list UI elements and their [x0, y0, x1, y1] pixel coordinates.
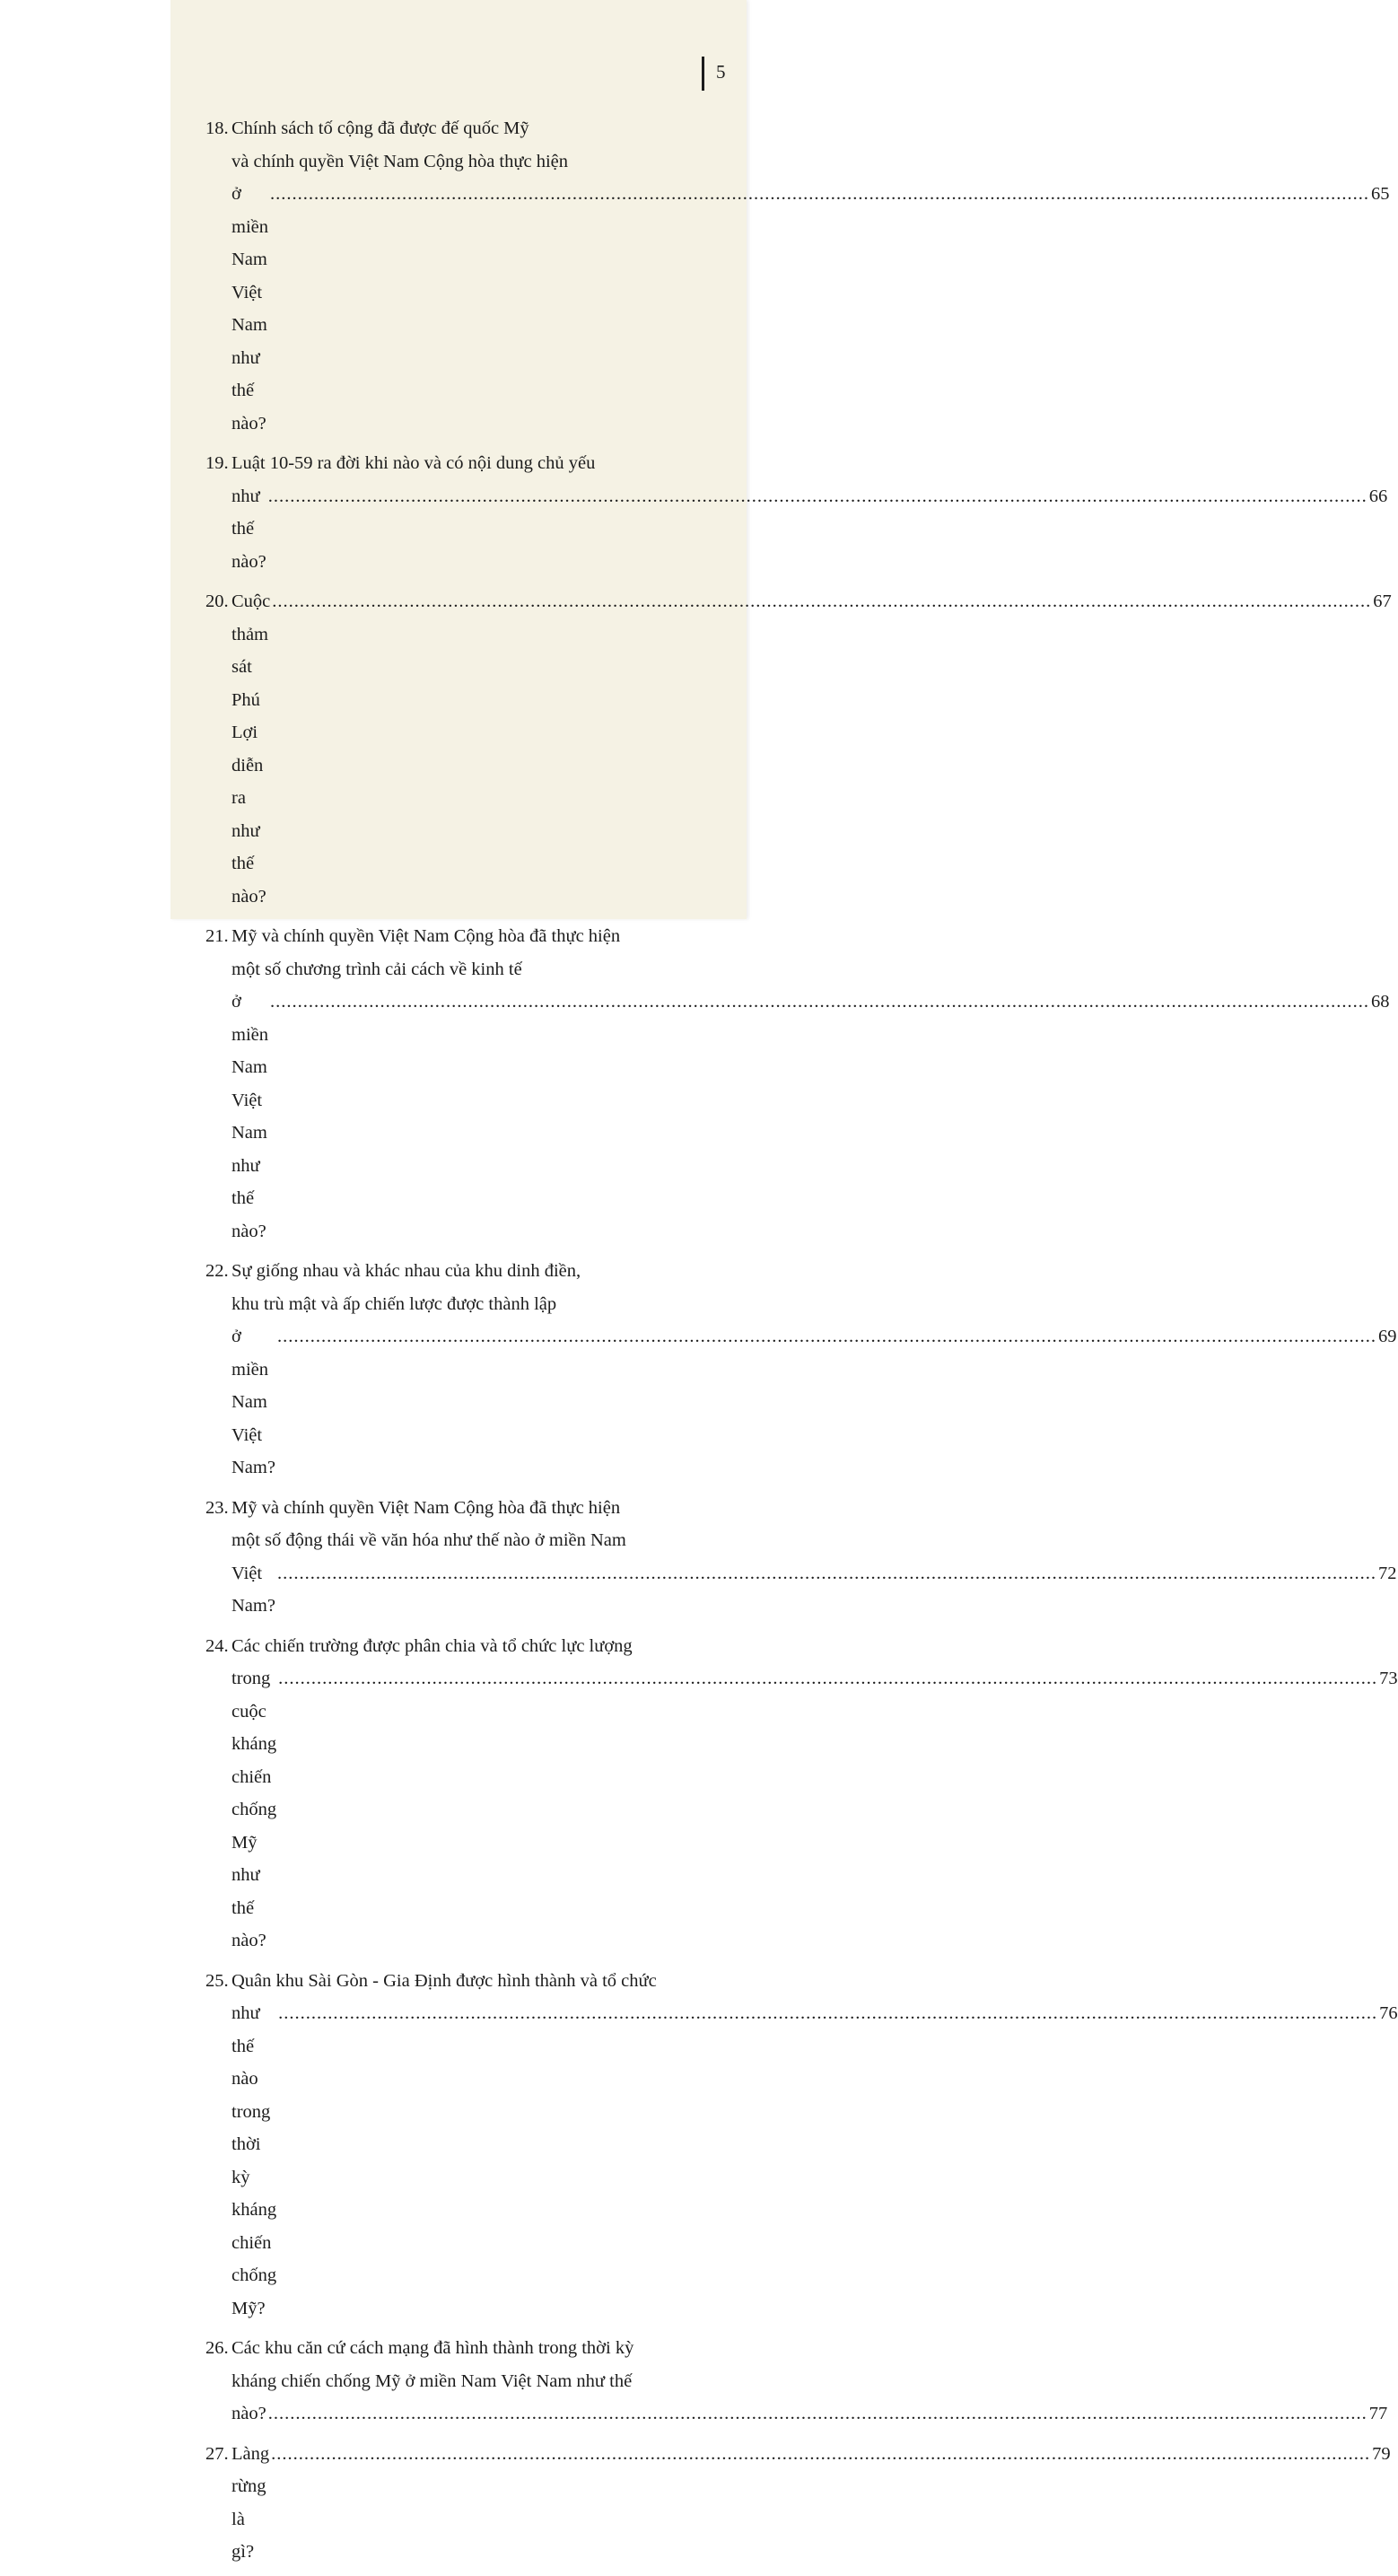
toc-entry-line: Việt Nam?	[232, 1563, 275, 1616]
toc-entry-number: 21.	[205, 926, 229, 946]
toc-entry-line: trong cuộc kháng chiến chống Mỹ như thế nào?	[232, 1669, 277, 1950]
toc-entry-line: Mỹ và chính quyền Việt Nam Cộng hòa đã thực hiện	[232, 1497, 621, 1518]
toc-entry-number: 23.	[205, 1497, 229, 1518]
toc-entry-line: một số động thái về văn hóa như thế nào ở miền Nam	[232, 1530, 626, 1550]
dot-leader: ........................................................................................................................................................................................................	[270, 992, 1369, 1012]
toc-entry-page: 73	[1379, 1669, 1398, 1688]
toc-entry-number: 26.	[205, 2338, 229, 2358]
toc-entry-page: 79	[1372, 2443, 1391, 2464]
dot-leader: ........................................................................................................................................................................................................	[267, 486, 1367, 506]
toc-entry-last-line	[232, 2397, 1387, 2431]
toc-entry-page: 67	[1373, 591, 1392, 611]
toc-entry-line: Sự giống nhau và khác nhau của khu dinh điền,	[232, 1261, 581, 1281]
toc-entry-title	[232, 1965, 1398, 2326]
toc-entry-last-line	[232, 2438, 1391, 2569]
toc-entry-line: như thế nào trong thời kỳ kháng chiến chống Mỹ?	[232, 2003, 277, 2318]
toc-entry-page: 68	[1371, 992, 1390, 1012]
dot-leader: ........................................................................................................................................................................................................	[276, 1563, 1376, 1583]
toc-entry-page: 72	[1377, 1563, 1397, 1583]
toc-entry-line: Mỹ và chính quyền Việt Nam Cộng hòa đã thực hiện	[232, 926, 621, 946]
toc-entry-title	[232, 112, 1390, 440]
toc-entry-title	[232, 1492, 1396, 1623]
toc-entry-number: 24.	[205, 1635, 229, 1656]
toc-entry-page: 65	[1371, 184, 1390, 204]
dot-leader: ........................................................................................................................................................................................................	[270, 184, 1369, 204]
dot-leader: ........................................................................................................................................................................................................	[276, 1327, 1376, 1346]
toc-entry-title	[232, 585, 1392, 913]
toc-entry	[205, 920, 1390, 1248]
toc-entry-title	[232, 2438, 1391, 2569]
toc-entry	[205, 1492, 1397, 1623]
page-number: 5	[716, 61, 726, 83]
toc-entry-line: Cuộc thảm sát Phú Lợi diễn ra như thế nào?	[232, 591, 271, 907]
table-of-contents	[205, 112, 1398, 2576]
dot-leader: ........................................................................................................................................................................................................	[267, 2404, 1367, 2423]
toc-entry-line: khu trù mật và ấp chiến lược được thành lập	[232, 1293, 557, 1314]
toc-entry-last-line	[232, 1662, 1398, 1958]
toc-entry-line: ở miền Nam Việt Nam như thế nào?	[232, 184, 268, 434]
toc-entry-line: kháng chiến chống Mỹ ở miền Nam Việt Nam như thế	[232, 2370, 633, 2391]
toc-entry-page: 77	[1368, 2404, 1388, 2423]
toc-entry-line: như thế nào?	[232, 486, 266, 572]
toc-entry	[205, 447, 1388, 578]
toc-entry	[205, 2438, 1391, 2569]
toc-entry	[205, 585, 1392, 913]
dot-leader: ........................................................................................................................................................................................................	[278, 1669, 1378, 1688]
toc-entry-last-line	[232, 986, 1390, 1248]
toc-entry	[205, 2332, 1388, 2431]
toc-entry-page: 69	[1377, 1327, 1397, 1346]
toc-entry-line: Các chiến trường được phân chia và tổ chức lực lượng	[232, 1635, 633, 1656]
toc-entry-last-line	[232, 1320, 1396, 1485]
dot-leader: ........................................................................................................................................................................................................	[272, 591, 1372, 611]
book-page	[170, 0, 1398, 2562]
toc-entry-line: Làng rừng là gì?	[232, 2443, 270, 2562]
toc-entry-title	[232, 2332, 1387, 2431]
toc-entry-number: 18.	[205, 118, 229, 138]
toc-entry-number: 27.	[205, 2443, 229, 2464]
toc-entry-line: Các khu căn cứ cách mạng đã hình thành trong thời kỳ	[232, 2338, 634, 2358]
toc-entry-number: 25.	[205, 1970, 229, 1991]
toc-entry-title	[232, 1630, 1398, 1958]
toc-entry	[205, 1965, 1398, 2326]
toc-entry-number: 22.	[205, 1261, 229, 1281]
page-number-rule	[702, 57, 704, 91]
toc-entry-number: 20.	[205, 591, 229, 611]
toc-entry-line: ở miền Nam Việt Nam như thế nào?	[232, 992, 268, 1241]
toc-entry-line: một số chương trình cải cách về kinh tế	[232, 959, 522, 979]
toc-entry-page: 76	[1379, 2003, 1398, 2023]
toc-entry-last-line	[232, 178, 1390, 440]
toc-entry	[205, 112, 1390, 440]
toc-entry-line: Chính sách tố cộng đã được đế quốc Mỹ	[232, 118, 529, 138]
toc-entry-title	[232, 447, 1387, 578]
toc-entry	[205, 1630, 1398, 1958]
toc-entry-line: Luật 10-59 ra đời khi nào và có nội dung chủ yếu	[232, 453, 596, 473]
dot-leader: ........................................................................................................................................................................................................	[271, 2443, 1371, 2464]
toc-entry-last-line	[232, 1557, 1396, 1623]
toc-entry-line: ở miền Nam Việt Nam?	[232, 1327, 275, 1477]
toc-entry-page: 66	[1368, 486, 1388, 506]
toc-entry-line: Quân khu Sài Gòn - Gia Định được hình thành và tổ chức	[232, 1970, 657, 1991]
toc-entry-last-line	[232, 1997, 1398, 2325]
toc-entry-title	[232, 920, 1390, 1248]
toc-entry-number: 19.	[205, 453, 229, 473]
toc-entry-title	[232, 1255, 1396, 1485]
toc-entry	[205, 1255, 1397, 1485]
toc-entry-line: và chính quyền Việt Nam Cộng hòa thực hiện	[232, 151, 569, 171]
toc-entry-last-line	[232, 585, 1392, 913]
toc-entry-last-line	[232, 480, 1387, 579]
dot-leader: ........................................................................................................................................................................................................	[278, 2003, 1378, 2023]
toc-entry-line: nào?	[232, 2404, 266, 2423]
